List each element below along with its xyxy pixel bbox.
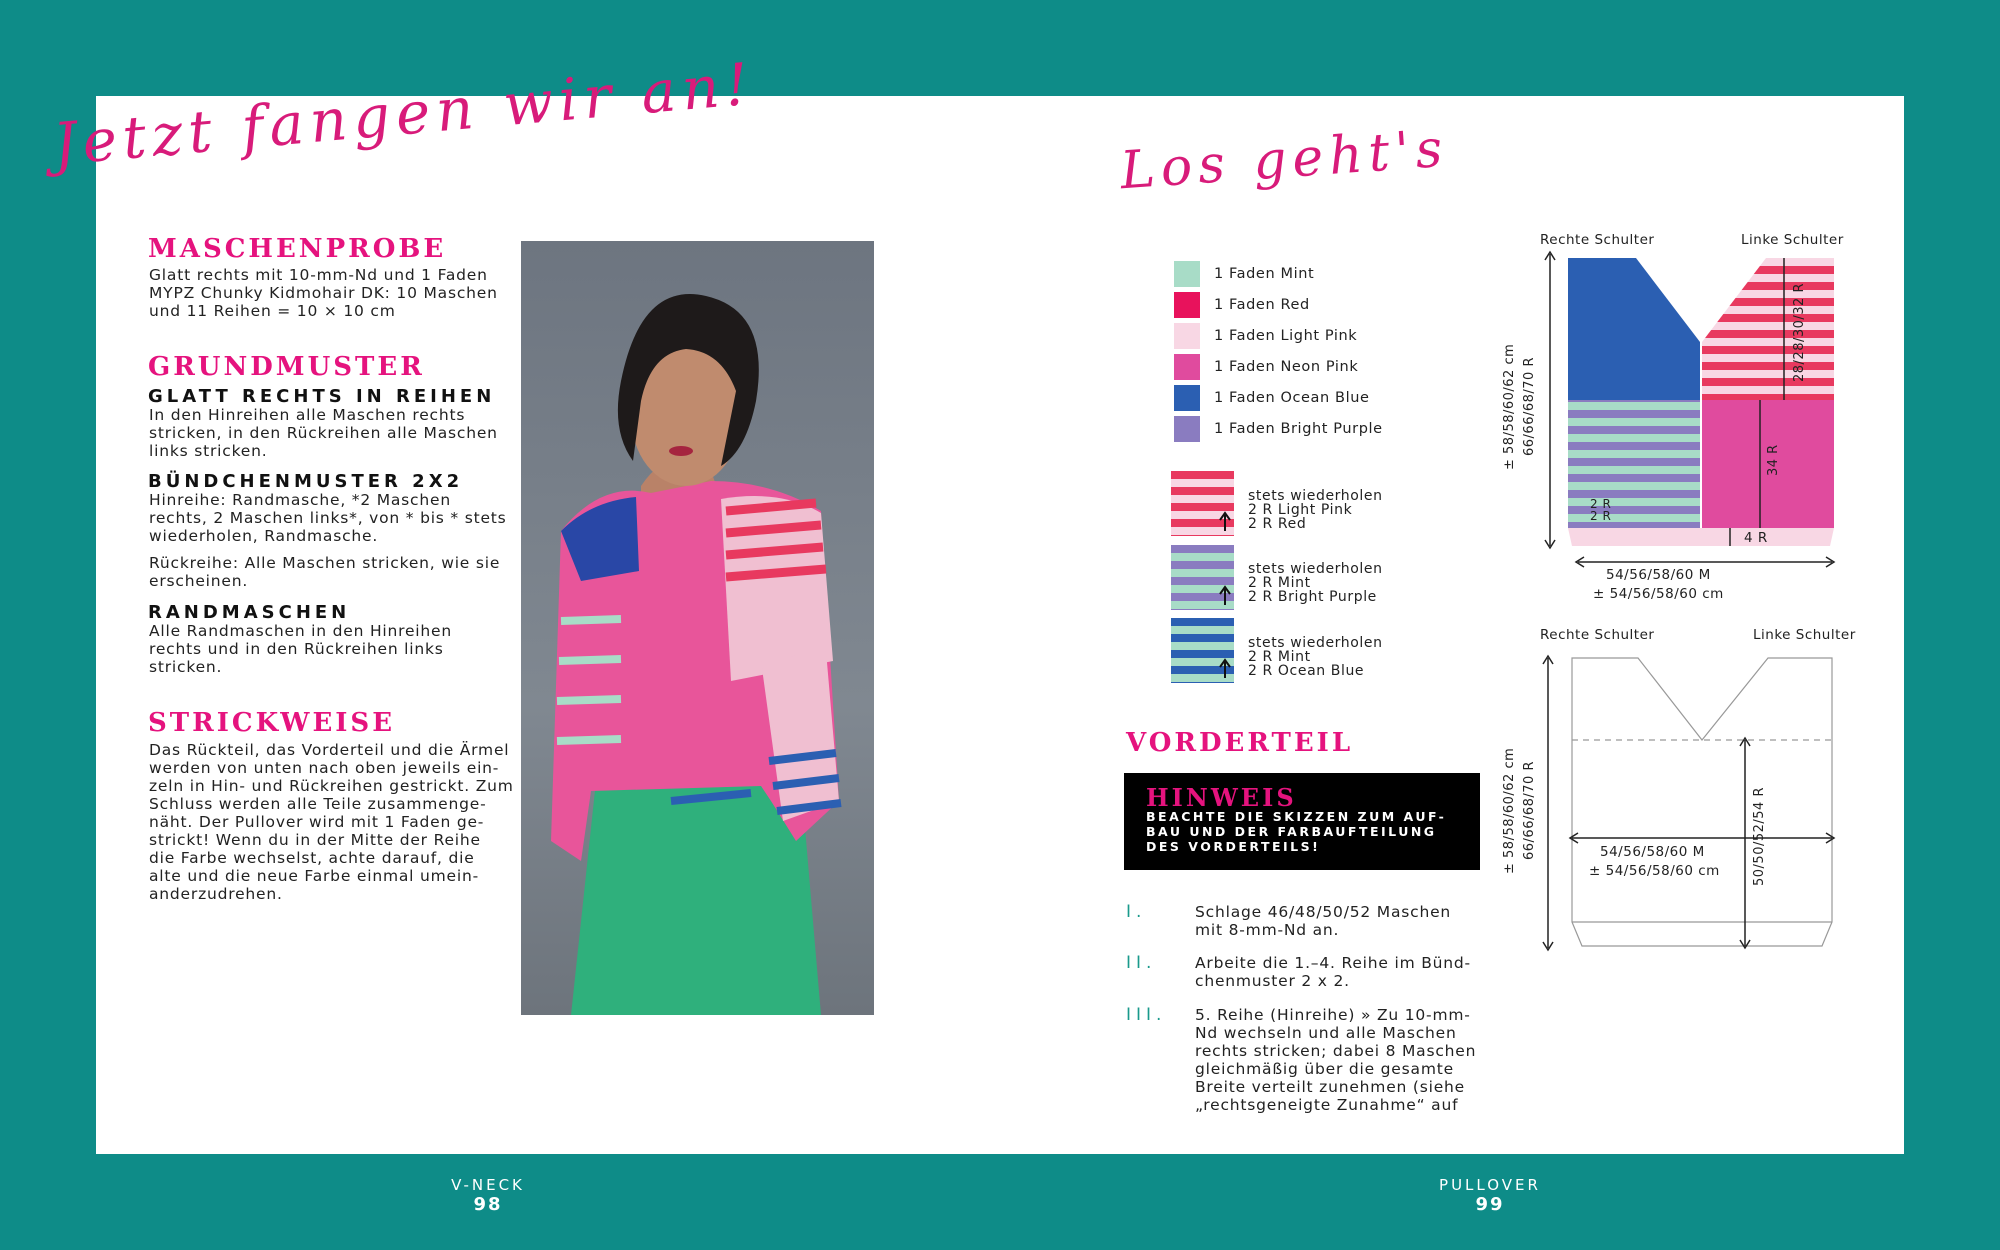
legend-item-bright-purple — [1174, 416, 1383, 442]
bottom-diagram-width-stitches: 54/56/58/60 M — [1600, 844, 1705, 860]
top-diagram-height-rows: 66/66/68/70 R — [1522, 357, 1537, 456]
front-color-diagram — [1490, 250, 1870, 580]
footer-left-label: V-NECK — [451, 1176, 525, 1194]
right-script-title: Los geht's — [1118, 118, 1451, 202]
heading-strickweise: STRICKWEISE — [148, 708, 396, 738]
top-diagram-mid-rows: 34 R — [1766, 444, 1781, 476]
swatch-bright-purple — [1174, 416, 1200, 442]
footer-left-page-number: 98 — [473, 1194, 503, 1215]
swatch-light-pink — [1174, 323, 1200, 349]
step-text-1: Schlage 46/48/50/52 Maschen mit 8-mm-Nd an. — [1195, 903, 1452, 939]
legend-label: 1 Faden Mint — [1214, 266, 1315, 282]
model-photo — [521, 241, 874, 1015]
heading-grundmuster: GRUNDMUSTER — [148, 352, 425, 382]
bottom-diagram-height-rows: 66/66/68/70 R — [1522, 761, 1537, 860]
top-diagram-small-rows-1: 2 R — [1590, 497, 1612, 511]
footer-right-page-number: 99 — [1475, 1194, 1505, 1215]
step-number-2: II. — [1126, 953, 1157, 973]
text-strickweise: Das Rückteil, das Vorderteil und die Ärmel werden von unten nach oben jeweils ein- zeln in Hin- und Rückreihen gestrickt. Zum Schluss werden alle Teile zusammenge- näht. Der Pullover wird mit 1 Faden ge- strickt! Wenn du in der Mitte der Reihe die Farbe wechselst, achte darauf, die alte und die neue Farbe einmal umein- anderzudrehen. — [149, 741, 514, 903]
hinweis-box — [1124, 773, 1480, 870]
legend-label: 1 Faden Ocean Blue — [1214, 390, 1370, 406]
top-diagram-small-rows-2: 2 R — [1590, 509, 1612, 523]
footer-right-label: PULLOVER — [1439, 1176, 1541, 1194]
bottom-diagram-right-shoulder: Rechte Schulter — [1540, 627, 1655, 643]
bottom-diagram-width-cm: ± 54/56/58/60 cm — [1589, 863, 1720, 879]
top-diagram-height-cm: ± 58/58/60/62 cm — [1502, 343, 1517, 470]
swatch-red — [1174, 292, 1200, 318]
bottom-diagram-height-cm: ± 58/58/60/62 cm — [1502, 747, 1517, 874]
text-randmaschen: Alle Randmaschen in den Hinreihen rechts und in den Rückreihen links stricken. — [149, 622, 453, 676]
step-text-2: Arbeite die 1.–4. Reihe im Bünd- chenmuster 2 x 2. — [1195, 954, 1471, 990]
hinweis-title: HINWEIS — [1146, 783, 1297, 812]
step-text-3: 5. Reihe (Hinreihe) » Zu 10-mm- Nd wechseln und alle Maschen rechts stricken; dabei 8 Maschen gleichmäßig über die gesamte Breite verteilt zunehmen (siehe „rechtsgeneigte Zunahme“ auf — [1195, 1006, 1477, 1114]
legend-label: 1 Faden Red — [1214, 297, 1310, 313]
text-rueckreihe: Rückreihe: Alle Maschen stricken, wie sie erscheinen. — [149, 554, 501, 590]
stripe-label-mint-blue: stets wiederholen 2 R Mint 2 R Ocean Blue — [1248, 635, 1383, 679]
left-script-title: Jetzt fangen wir an! — [50, 49, 758, 179]
legend-item-neon-pink — [1174, 354, 1358, 380]
stripe-pattern-mint-purple — [1171, 545, 1234, 610]
bottom-diagram-left-shoulder: Linke Schulter — [1753, 627, 1856, 643]
top-diagram-left-shoulder: Linke Schulter — [1741, 232, 1844, 248]
up-arrow-icon — [1171, 618, 1234, 683]
legend-item-light-pink — [1174, 323, 1357, 349]
swatch-neon-pink — [1174, 354, 1200, 380]
text-buendchenmuster: Hinreihe: Randmasche, *2 Maschen rechts, 2 Maschen links*, von * bis * stets wiederholen, Randmasche. — [149, 491, 507, 545]
swatch-mint — [1174, 261, 1200, 287]
stripe-label-mint-purple: stets wiederholen 2 R Mint 2 R Bright Purple — [1248, 561, 1383, 605]
up-arrow-icon — [1171, 471, 1234, 536]
legend-item-mint — [1174, 261, 1314, 287]
stripe-pattern-pink-red — [1171, 471, 1234, 536]
subheading-buendchenmuster: BÜNDCHENMUSTER 2X2 — [148, 471, 464, 492]
legend-label: 1 Faden Bright Purple — [1214, 421, 1383, 437]
top-diagram-shoulder-rows: 28/28/30/32 R — [1792, 283, 1807, 382]
step-number-3: III. — [1126, 1005, 1167, 1025]
up-arrow-icon — [1171, 545, 1234, 610]
hinweis-text: BEACHTE DIE SKIZZEN ZUM AUF- BAU UND DER FARBAUFTEILUNG DES VORDERTEILS! — [1146, 809, 1447, 854]
top-diagram-width-stitches: 54/56/58/60 M — [1606, 567, 1711, 583]
subheading-randmaschen: RANDMASCHEN — [148, 602, 351, 623]
text-maschenprobe: Glatt rechts mit 10-mm-Nd und 1 Faden MYPZ Chunky Kidmohair DK: 10 Maschen und 11 Reihen = 10 × 10 cm — [149, 266, 498, 320]
top-diagram-width-cm: ± 54/56/58/60 cm — [1593, 586, 1724, 602]
front-shape-diagram — [1490, 650, 1870, 960]
swatch-ocean-blue — [1174, 385, 1200, 411]
legend-label: 1 Faden Light Pink — [1214, 328, 1358, 344]
model-photo-illustration — [521, 241, 874, 1015]
top-diagram-bottom-rows: 4 R — [1744, 530, 1768, 546]
top-diagram-right-shoulder: Rechte Schulter — [1540, 232, 1655, 248]
heading-vorderteil: VORDERTEIL — [1126, 728, 1354, 758]
step-number-1: I. — [1126, 902, 1147, 922]
heading-maschenprobe: MASCHENPROBE — [148, 234, 447, 264]
stripe-pattern-mint-blue — [1171, 618, 1234, 683]
legend-label: 1 Faden Neon Pink — [1214, 359, 1359, 375]
text-glatt-rechts: In den Hinreihen alle Maschen rechts stricken, in den Rückreihen alle Maschen links stricken. — [149, 406, 498, 460]
subheading-glatt-rechts: GLATT RECHTS IN REIHEN — [148, 386, 496, 407]
stripe-label-pink-red: stets wiederholen 2 R Light Pink 2 R Red — [1248, 488, 1383, 532]
legend-item-ocean-blue — [1174, 385, 1370, 411]
legend-item-red — [1174, 292, 1310, 318]
bottom-diagram-inner-rows: 50/50/52/54 R — [1752, 787, 1767, 886]
